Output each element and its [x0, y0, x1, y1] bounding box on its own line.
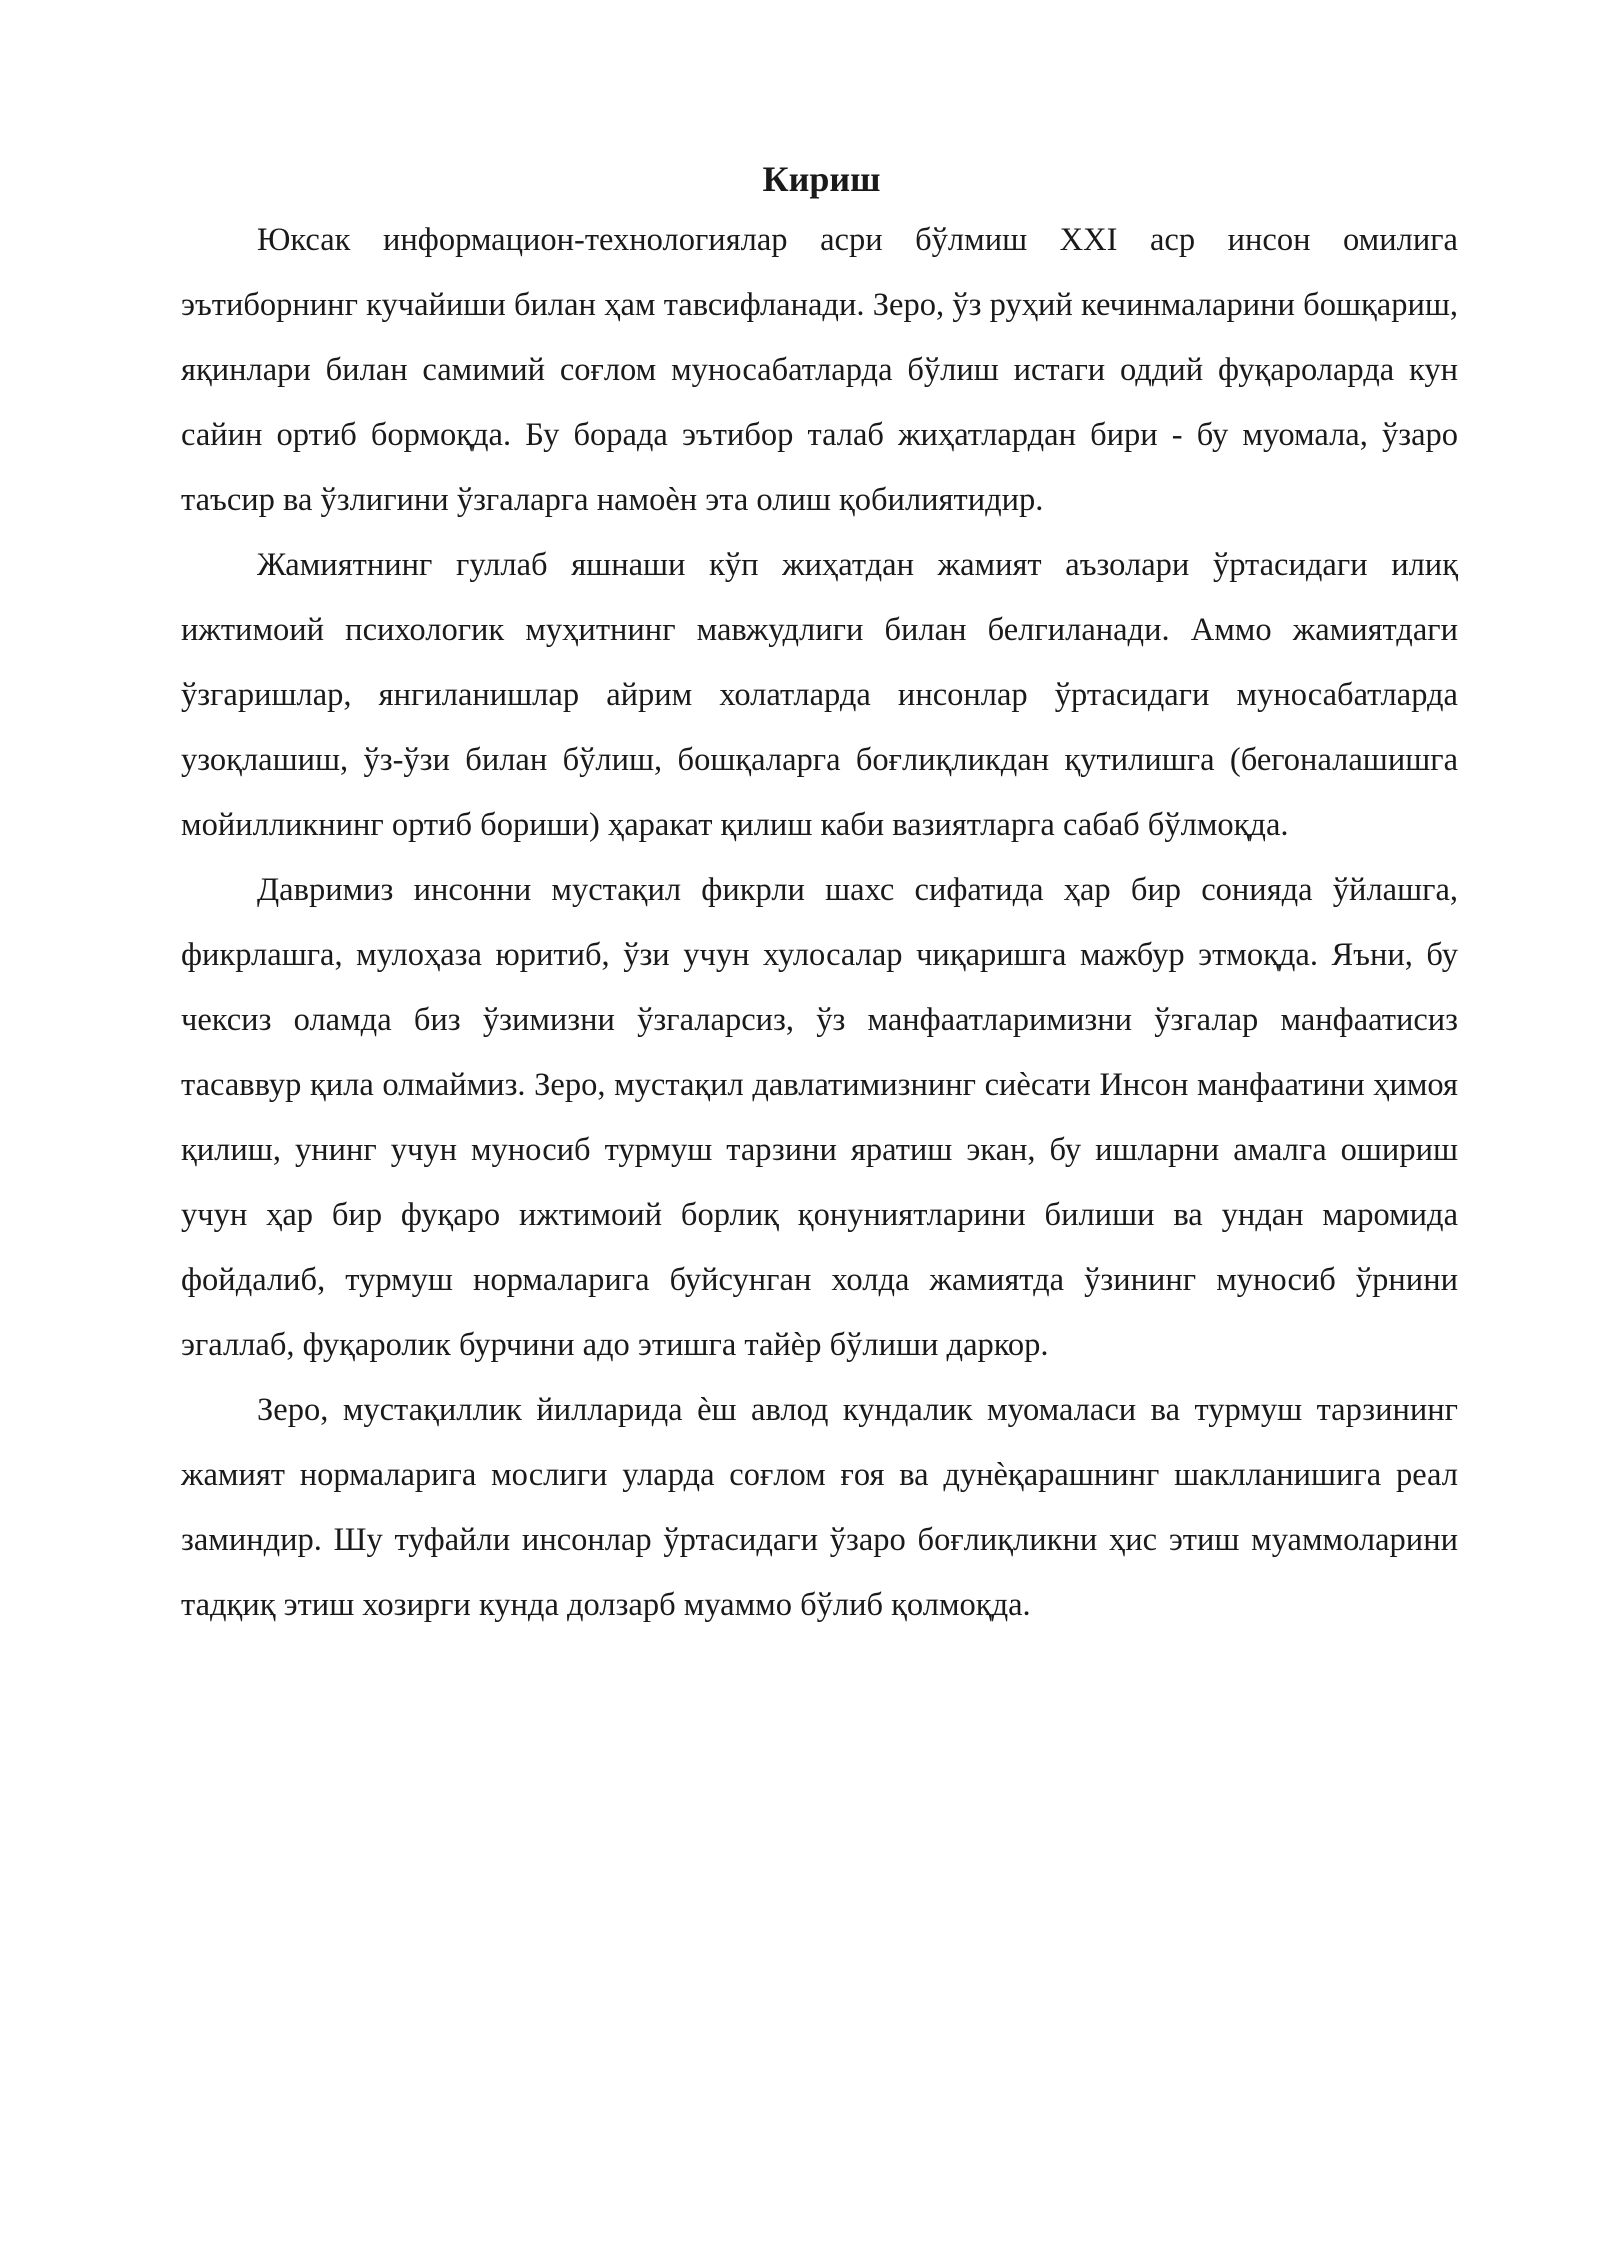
- paragraph-1: Юксак информацион-технологиялар асри бўлмиш XXI аср инсон омилига эътиборнинг кучайиши билан ҳам тавсифланади. Зеро, ўз руҳий кечинмаларини бошқариш, яқинлари билан самимий соғлом муносабатларда бўлиш истаги оддий фуқароларда кун сайин ортиб бормоқда. Бу борада эътибор талаб жиҳатлардан бири - бу муомала, ўзаро таъсир ва ўзлигини ўзгаларга намоѐн эта олиш қобилиятидир.: [181, 222, 1458, 518]
- paragraph-2: Жамиятнинг гуллаб яшнаши кўп жиҳатдан жамият аъзолари ўртасидаги илиқ ижтимоий психологик муҳитнинг мавжудлиги билан белгиланади. Аммо жамиятдаги ўзгаришлар, янгиланишлар айрим холатларда инсонлар ўртасидаги муносабатларда узоқлашиш, ўз-ўзи билан бўлиш, бошқаларга боғлиқликдан қутилишга (бегоналашишга мойилликнинг ортиб бориши) ҳаракат қилиш каби вазиятларга сабаб бўлмоқда.: [181, 547, 1458, 843]
- page-title: Кириш: [762, 159, 881, 199]
- paragraph-3: Давримиз инсонни мустақил фикрли шахс сифатида ҳар бир сонияда ўйлашга, фикрлашга, мулоҳаза юритиб, ўзи учун хулосалар чиқаришга мажбур этмоқда. Яъни, бу чексиз оламда биз ўзимизни ўзгаларсиз, ўз манфаатларимизни ўзгалар манфаатисиз тасаввур қила олмаймиз. Зеро, мустақил давлатимизнинг сиѐсати Инсон манфаатини ҳимоя қилиш, унинг учун муносиб турмуш тарзини яратиш экан, бу ишларни амалга ошириш учун ҳар бир фуқаро ижтимоий борлиқ қонуниятларини билиши ва ундан маромида фойдалиб, турмуш нормаларига буйсунган холда жамиятда ўзининг муносиб ўрнини эгаллаб, фуқаролик бурчини адо этишга тайѐр бўлиши даркор.: [181, 872, 1458, 1363]
- document-body: [181, 150, 1458, 1638]
- paragraph-4: Зеро, мустақиллик йилларида ѐш авлод кундалик муомаласи ва турмуш тарзининг жамият нормаларига мослиги уларда соғлом ғоя ва дунѐқарашнинг шаклланишига реал заминдир. Шу туфайли инсонлар ўртасидаги ўзаро боғлиқликни ҳис этиш муаммоларини тадқиқ этиш хозирги кунда долзарб муаммо бўлиб қолмоқда.: [181, 1392, 1458, 1623]
